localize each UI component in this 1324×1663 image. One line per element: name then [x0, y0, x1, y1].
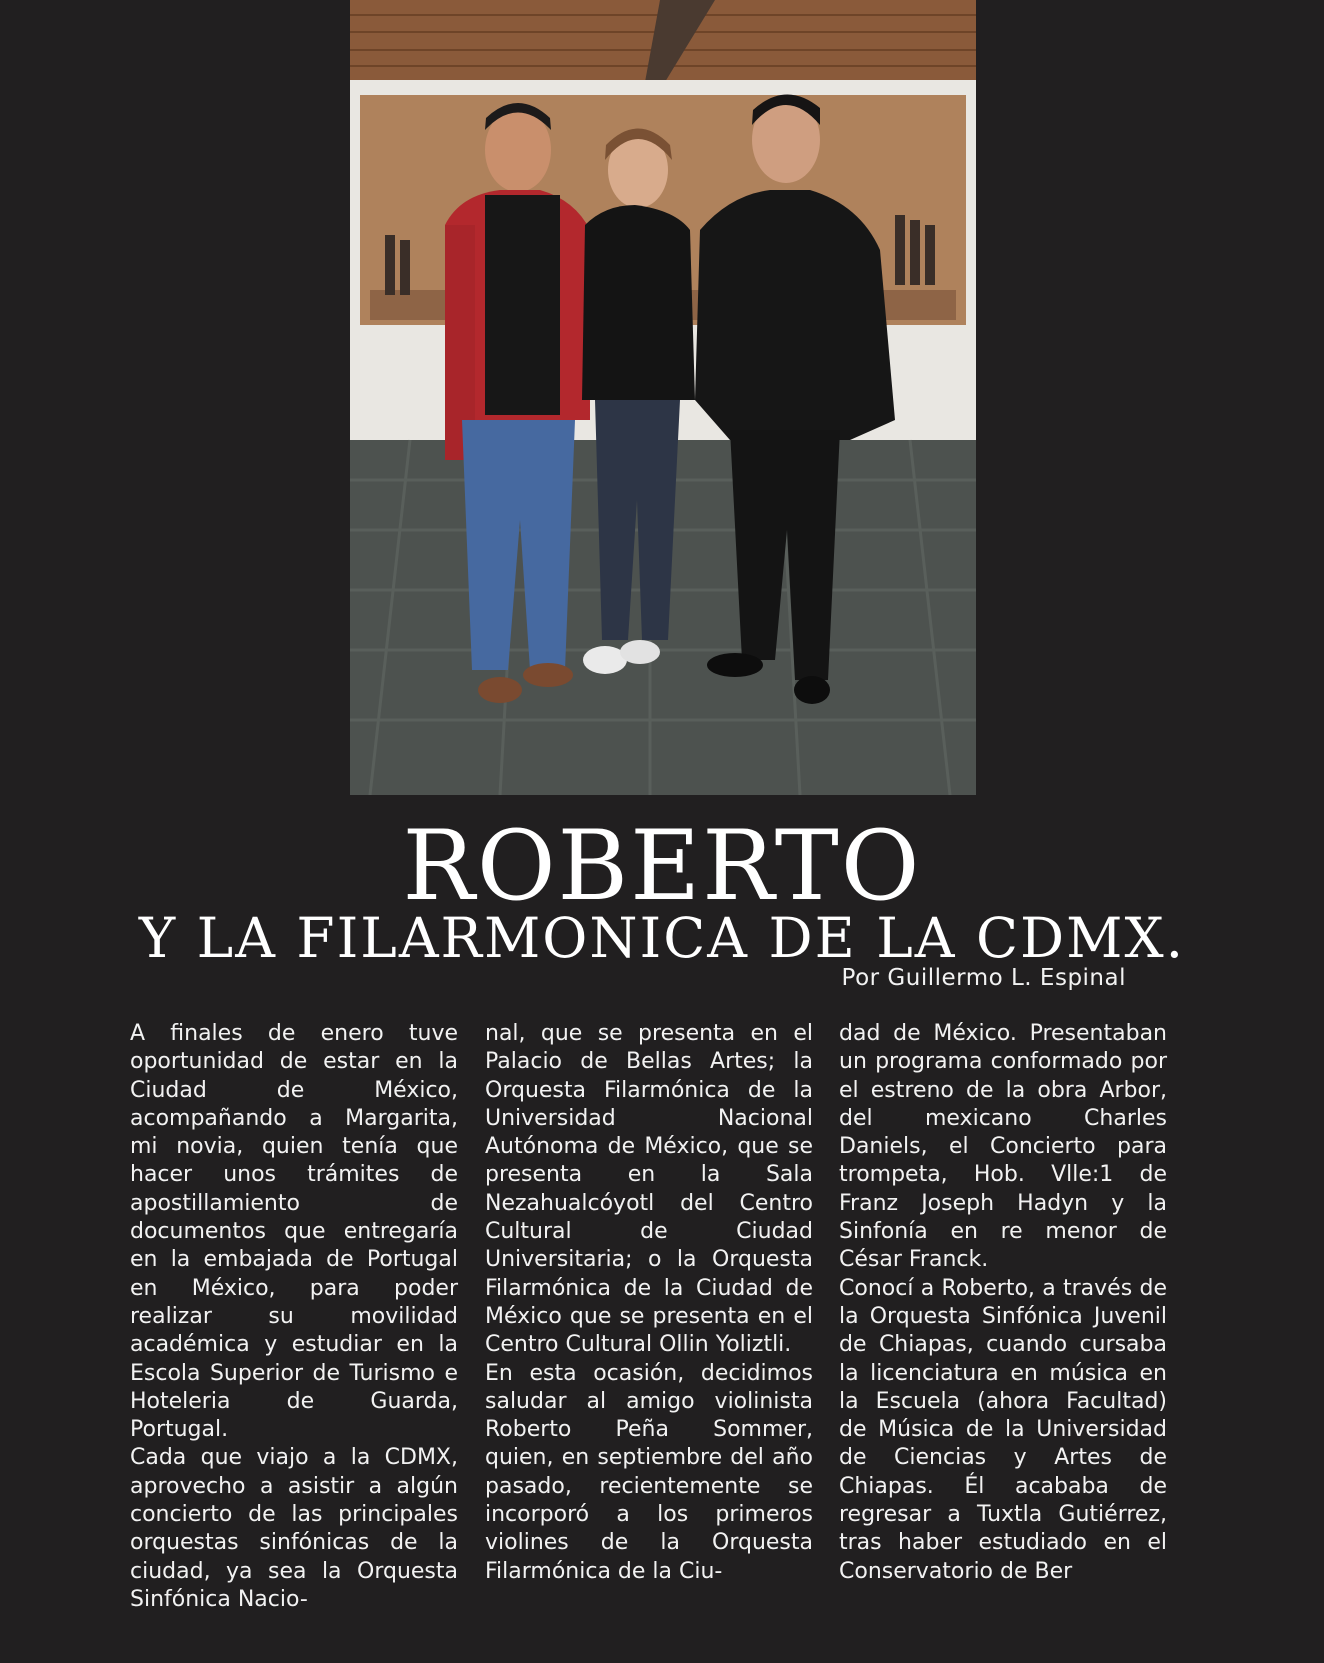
article-photo: [350, 0, 976, 795]
article-title: ROBERTO: [402, 810, 922, 922]
paragraph: Conocí a Roberto, a través de la Orquesta Sinfónica Juvenil de Chiapas, cuando cursaba la licenciatura en música en la Escuela (ahora Facultad) de Música de la Universidad de Ciencias y Artes de Chiapas. Él acababa de regresar a Tuxtla Gutiérrez, tras haber estudiado en el Conservatorio de Ber: [839, 1275, 1167, 1584]
paragraph: A finales de enero tuve oportunidad de estar en la Ciudad de México, acompañando a Margarita, mi novia, quien tenía que hacer unos trámites de apostillamiento de documentos que entregaría en la embajada de Portugal en México, para poder realizar su movilidad académica y estudiar en la Escola Superior de Turismo e Hoteleria de Guarda, Portugal.: [130, 1021, 458, 1443]
photo-illustration: [350, 0, 976, 795]
paragraph: nal, que se presenta en el Palacio de Bellas Artes; la Orquesta Filarmónica de la Universidad Nacional Autónoma de México, que se presenta en la Sala Nezahualcóyotl del Centro Cultural de Ciudad Universitaria; o la Orquesta Filarmónica de la Ciudad de México que se presenta en el Centro Cultural Ollin Yoliztli.: [485, 1021, 813, 1358]
article-byline: Por Guillermo L. Espinal: [841, 965, 1126, 991]
paragraph: dad de México. Presentaban un programa conformado por el estreno de la obra Arbor, del mexicano Charles Daniels, el Concierto para trompeta, Hob. Vlle:1 de Franz Joseph Hadyn y la Sinfonía en re menor de César Franck.: [839, 1021, 1167, 1273]
article-subtitle: Y LA FILARMONICA DE LA CDMX.: [138, 906, 1186, 970]
text-column-3: [839, 1020, 1167, 1586]
paragraph: Cada que viajo a la CDMX, aprovecho a asistir a algún concierto de las principales orquestas sinfónicas de la ciudad, ya sea la Orquesta Sinfónica Nacio-: [130, 1445, 458, 1612]
text-column-1: [130, 1020, 458, 1614]
text-column-2: [485, 1020, 813, 1586]
paragraph: En esta ocasión, decidimos saludar al amigo violinista Roberto Peña Sommer, quien, en septiembre del año pasado, recientemente se incorporó a los primeros violines de la Orquesta Filarmónica de la Ciu-: [485, 1360, 813, 1584]
